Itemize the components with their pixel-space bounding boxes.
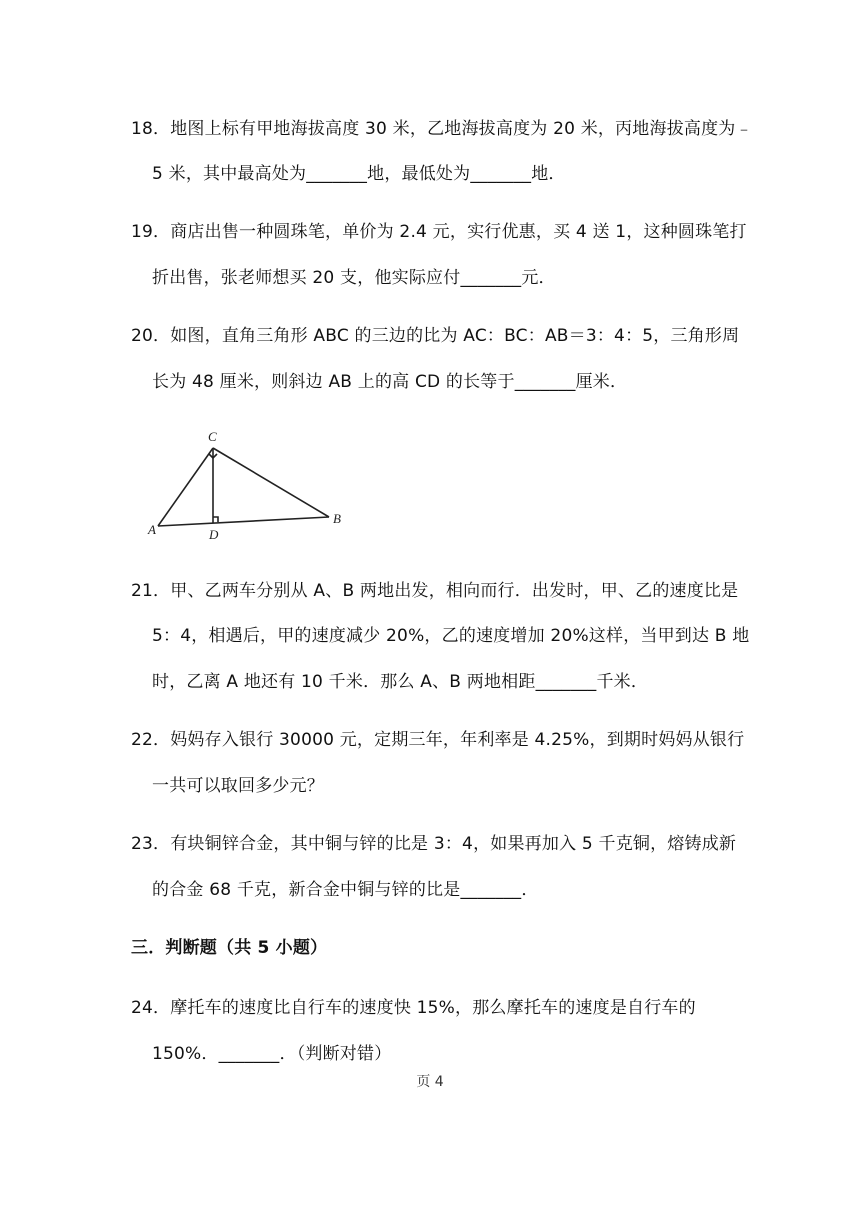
- q18-line1: 18．地图上标有甲地海拔高度 30 米，乙地海拔高度为 20 米，丙地海拔高度为﹣: [131, 119, 753, 139]
- side-ac: [158, 448, 213, 526]
- side-cb: [213, 448, 329, 517]
- q22-line2: 一共可以取回多少元？: [152, 776, 324, 796]
- side-ab: [158, 517, 329, 526]
- page-number: 页 4: [416, 1074, 444, 1090]
- q21-line1: 21．甲、乙两车分别从 A、B 两地出发，相向而行．出发时，甲、乙的速度比是: [131, 581, 739, 601]
- section-title: 三．判断题（共 5 小题）: [131, 938, 328, 958]
- label-c: C: [208, 429, 217, 444]
- label-b: B: [333, 511, 341, 526]
- q20-line1: 20．如图，直角三角形 ABC 的三边的比为 AC：BC：AB＝3：4：5，三角形周: [131, 326, 740, 346]
- right-triangle-figure: [146, 426, 356, 546]
- q23-line1: 23．有块铜锌合金，其中铜与锌的比是 3：4，如果再加入 5 千克铜，熔铸成新: [131, 834, 737, 854]
- q21-line2: 5：4，相遇后，甲的速度减少 20%，乙的速度增加 20%这样，当甲到达 B 地: [152, 626, 750, 646]
- q24-line2: 150%．_______．（判断对错）: [152, 1044, 392, 1064]
- q22-line1: 22．妈妈存入银行 30000 元，定期三年，年利率是 4.25%，到期时妈妈从银行: [131, 730, 745, 750]
- label-a: A: [148, 522, 156, 537]
- q19-line1: 19．商店出售一种圆珠笔，单价为 2.4 元，实行优惠，买 4 送 1，这种圆珠笔打: [131, 222, 747, 242]
- q21-line3: 时，乙离 A 地还有 10 千米．那么 A、B 两地相距_______千米．: [152, 672, 649, 692]
- label-d: D: [209, 527, 219, 542]
- q19-line2: 折出售，张老师想买 20 支，他实际应付_______元．: [152, 268, 556, 288]
- q20-line2: 长为 48 厘米，则斜边 AB 上的高 CD 的长等于_______厘米．: [152, 372, 628, 392]
- q24-line1: 24．摩托车的速度比自行车的速度快 15%，那么摩托车的速度是自行车的: [131, 998, 696, 1018]
- q18-line2: 5 米，其中最高处为_______地，最低处为_______地．: [152, 164, 566, 184]
- q23-line2: 的合金 68 千克，新合金中铜与锌的比是_______．: [152, 880, 539, 900]
